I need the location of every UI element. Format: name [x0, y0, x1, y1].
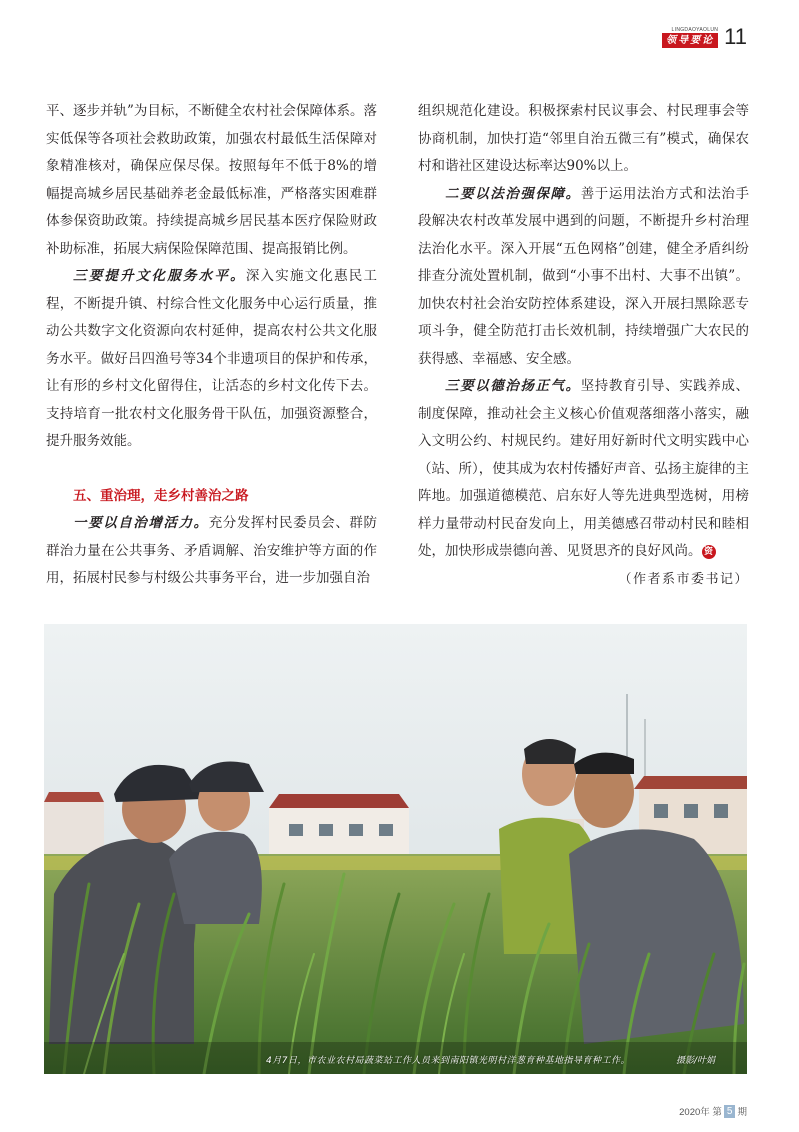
- paragraph-keyword: 一要以自治增活力。: [73, 515, 209, 531]
- page-footer: [679, 1104, 747, 1118]
- paragraph: [46, 510, 377, 593]
- paragraph: 平、逐步并轨”为目标，不断健全农村社会保障体系。落实低保等各项社会救助政策，加强农村最低生活保障对象精准核对，确保应保尽保。按照每年不低于8%的增幅提高城乡居民基础养老金最低标准，严格落实困难群体参保资助政策。持续提高城乡居民基本医疗保险财政补助标准，拓展大病保险保障范围、提高报销比例。: [46, 103, 377, 257]
- issue-number: 5: [724, 1105, 736, 1118]
- paragraph: 组织规范化建设。积极探索村民议事会、村民理事会等协商机制，加快打造“邻里自治五微三有”模式，确保农村和谐社区建设达标率达90%以上。: [418, 103, 749, 174]
- paragraph: [46, 263, 377, 456]
- column-label: [662, 27, 718, 48]
- paragraph: [418, 373, 749, 566]
- page-header: [662, 24, 747, 48]
- right-column: [418, 98, 749, 593]
- paragraph-keyword: 三要以德治扬正气。: [445, 378, 581, 394]
- column-pinyin: LINGDAOYAOLUN: [671, 27, 719, 33]
- author-byline: （作者系市委书记）: [618, 571, 749, 587]
- paragraph: [418, 181, 749, 374]
- photo-caption: 4月7日，市农业农村局蔬菜站工作人员来到南阳镇光明村洋葱育种基地指导育种工作。: [266, 1056, 630, 1066]
- page-number: 11: [724, 24, 747, 49]
- paragraph-body: 坚持教育引导、实践养成、制度保障，推动社会主义核心价值观落细落小落实，融入文明公约、村规民约。建好用好新时代文明实践中心（站、所），使其成为农村传播好声音、弘扬主旋律的主阵地。加强道德模范、启东好人等先进典型选树，用榜样力量带动村民奋发向上，用美德感召带动村民和睦相处，加快形成崇德向善、见贤思齐的良好风尚。: [418, 378, 750, 559]
- column-tag: 领导要论: [662, 33, 718, 48]
- paragraph-body: 深入实施文化惠民工程，不断提升镇、村综合性文化服务中心运行质量，推动公共数字文化资源向农村延伸，提高农村公共文化服务水平。做好吕四渔号等34个非遗项目的保护和传承，让有形的乡村文化留得住，让活态的乡村文化传下去。支持培育一批农村文化服务骨干队伍，加强资源整合，提升服务效能。: [46, 268, 378, 449]
- footer-year: 2020年 第: [679, 1107, 722, 1118]
- field-photo: [44, 624, 747, 1074]
- paragraph-keyword: 二要以法治强保障。: [445, 185, 581, 202]
- left-column: [46, 98, 377, 593]
- section-title: 五、重治理，走乡村善治之路: [73, 487, 249, 504]
- end-mark-icon: 资: [702, 545, 716, 559]
- photo-illustration: [44, 624, 747, 1074]
- paragraph-keyword: 三要提升文化服务水平。: [73, 268, 246, 284]
- paragraph-body: 善于运用法治方式和法治手段解决农村改革发展中遇到的问题，不断提升乡村治理法治化水平。深入开展“五色网格”创建，健全矛盾纠纷排查分流处置机制，做到“小事不出村、大事不出镇”。加快农村社会治安防控体系建设，深入开展扫黑除恶专项斗争，健全防范打击长效机制，持续增强广大农民的获得感、幸福感、安全感。: [418, 185, 750, 367]
- photo-credit: 摄影/叶娟: [676, 1056, 716, 1066]
- footer-suffix: 期: [737, 1107, 747, 1118]
- paragraph-body: 充分发挥村民委员会、群防群治力量在公共事务、矛盾调解、治安维护等方面的作用，拓展村民参与村级公共事务平台，进一步加强自治: [46, 515, 378, 586]
